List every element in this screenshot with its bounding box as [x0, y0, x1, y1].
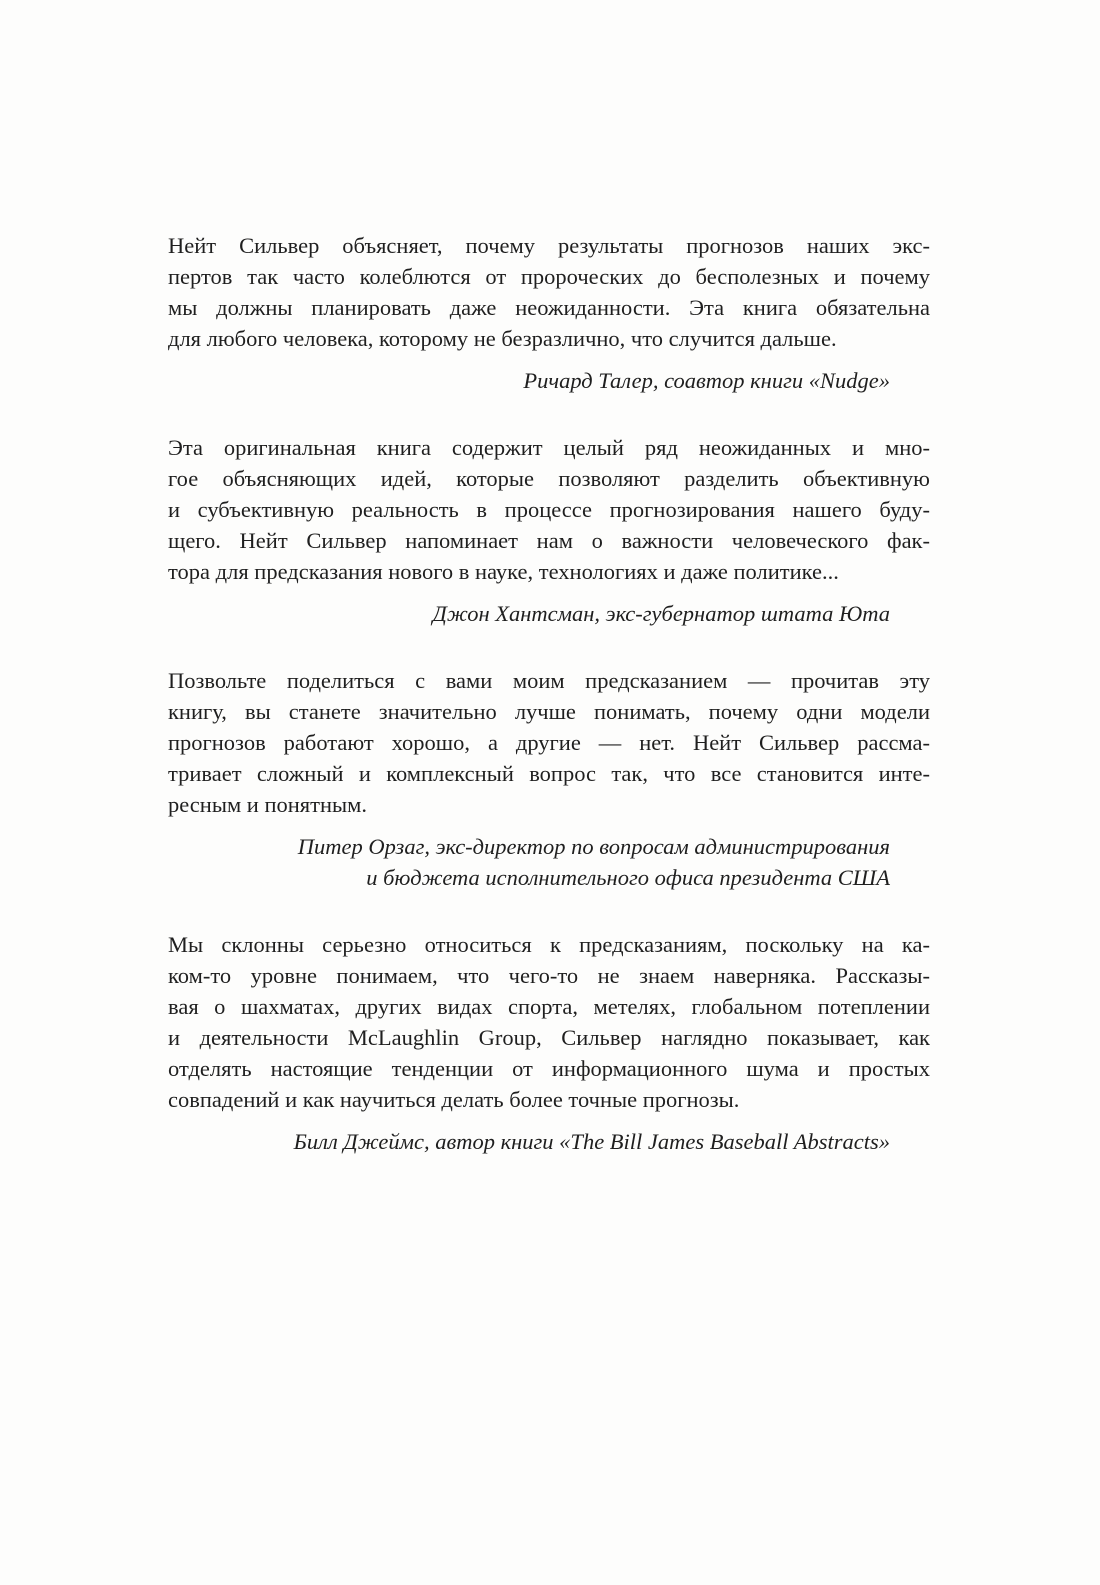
quote-line: Мы склонны серьезно относиться к предсказаниям, поскольку на ка-: [168, 932, 930, 957]
quote-attribution: [168, 831, 930, 893]
quote-line: щего. Нейт Сильвер напоминает нам о важности человеческого фак-: [168, 528, 930, 553]
quote-line: совпадений и как научиться делать более точные прогнозы.: [168, 1087, 740, 1112]
quote-line: гое объясняющих идей, которые позволяют разделить объективную: [168, 466, 930, 491]
quote-line: Нейт Сильвер объясняет, почему результаты прогнозов наших экс-: [168, 233, 930, 258]
quote-attribution: [168, 598, 930, 629]
quote-line: и деятельности McLaughlin Group, Сильвер наглядно показывает, как: [168, 1025, 930, 1050]
endorsements-block: [168, 230, 930, 1193]
quote-text: [168, 665, 930, 820]
endorsement-quote: [168, 929, 930, 1157]
quote-text: [168, 929, 930, 1115]
quote-line: для любого человека, которому не безразлично, что случится дальше.: [168, 326, 837, 351]
attribution-line: Ричард Талер, соавтор книги «Nudge»: [523, 368, 890, 393]
quote-line: ресным и понятным.: [168, 792, 368, 817]
quote-line: ком-то уровне понимаем, что чего-то не знаем наверняка. Рассказы-: [168, 963, 930, 988]
quote-line: прогнозов работают хорошо, а другие — нет. Нейт Сильвер рассма-: [168, 730, 930, 755]
attribution-line: и бюджета исполнительного офиса президента США: [366, 865, 890, 890]
attribution-line: Билл Джеймс, автор книги «The Bill James Baseball Abstracts»: [293, 1129, 890, 1154]
endorsement-quote: [168, 665, 930, 893]
quote-text: [168, 230, 930, 354]
quote-line: отделять настоящие тенденции от информационного шума и простых: [168, 1056, 930, 1081]
quote-line: Позвольте поделиться с вами моим предсказанием — прочитав эту: [168, 668, 930, 693]
attribution-line: Джон Хантсман, экс-губернатор штата Юта: [432, 601, 890, 626]
attribution-line: Питер Орзаг, экс-директор по вопросам администрирования: [297, 834, 890, 859]
quote-line: тривает сложный и комплексный вопрос так, что все становится инте-: [168, 761, 930, 786]
quote-line: вая о шахматах, других видах спорта, метелях, глобальном потеплении: [168, 994, 930, 1019]
endorsement-quote: [168, 432, 930, 629]
quote-line: пертов так часто колеблются от пророческих до бесполезных и почему: [168, 264, 930, 289]
quote-line: тора для предсказания нового в науке, технологиях и даже политике...: [168, 559, 839, 584]
quote-line: и субъективную реальность в процессе прогнозирования нашего буду-: [168, 497, 930, 522]
quote-attribution: [168, 365, 930, 396]
quote-line: мы должны планировать даже неожиданности. Эта книга обязательна: [168, 295, 930, 320]
quote-attribution: [168, 1126, 930, 1157]
endorsement-quote: [168, 230, 930, 396]
quote-line: Эта оригинальная книга содержит целый ряд неожиданных и мно-: [168, 435, 930, 460]
quote-line: книгу, вы станете значительно лучше понимать, почему одни модели: [168, 699, 930, 724]
quote-text: [168, 432, 930, 587]
